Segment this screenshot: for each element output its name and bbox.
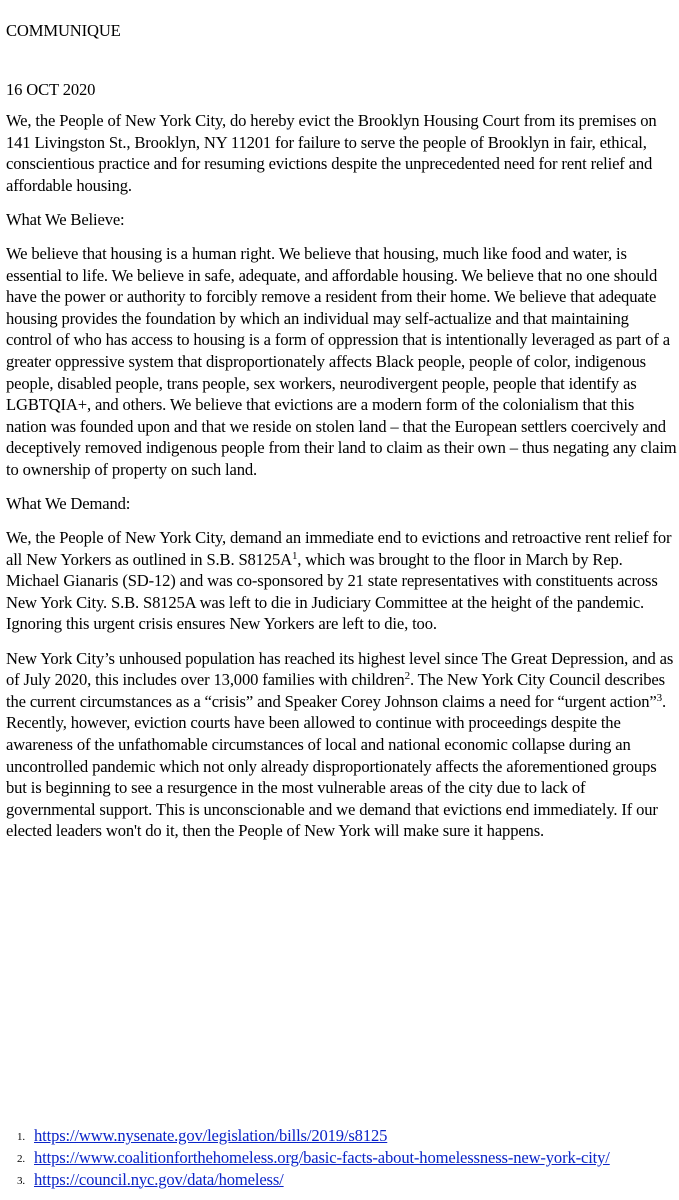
footnote-number: 1. xyxy=(17,1131,25,1143)
demand-p1-text-b: , which was brought to the floor in March by Rep. Michael Gianaris (SD-12) and was co-sponsored by 21 state representatives with constituents across New York City. S.B. S8125A was left to die in Judiciary Committee at the height of the pandemic. Ignoring this urgent crisis ensures New Yorkers are left to die, too. xyxy=(6,549,658,634)
document-title: COMMUNIQUE xyxy=(6,21,121,40)
demand-p1-text-a: We, the People of New York City, demand an immediate end to evictions and retroactive rent relief for all New Yorkers as outlined in S.B. S8125A xyxy=(6,528,672,569)
demand-heading: What We Demand: xyxy=(6,494,131,513)
eviction-statement: We, the People of New York City, do hereby evict the Brooklyn Housing Court from its premises on 141 Livingston St., Brooklyn, NY 11201 for failure to serve the people of Brooklyn in fair, ethical, conscientious practice and for resuming evictions despite the unprecedented need for rent relief and affordable housing. xyxy=(6,111,657,195)
demand-p2-text-b: . The New York City Council describes the current circumstances as a “crisis” and Speaker Corey Johnson claims a need for “urgent action” xyxy=(6,670,665,711)
document-date: 16 OCT 2020 xyxy=(6,80,96,99)
footnote-ref-1: 1 xyxy=(291,549,298,562)
footnote-link-coalition[interactable]: https://www.coalitionforthehomeless.org/basic-facts-about-homelessness-new-york-city/ xyxy=(34,1147,610,1167)
demand-paragraph-2 xyxy=(6,648,678,842)
demand-p2-text-c: . Recently, however, eviction courts have been allowed to continue with proceedings despite the awareness of the unfathomable circumstances of local and national economic collapse during an uncontrolled pandemic which not only already disproportionately affects the aforementioned groups but is beginning to see a resurgence in the most vulnerable areas of the city due to lack of governmental support. This is unconscionable and we demand that evictions end immediately. If our elected leaders won't do it, then the People of New York will make sure it happens. xyxy=(6,691,667,841)
footnote-link-council[interactable]: https://council.nyc.gov/data/homeless/ xyxy=(34,1169,284,1189)
footnote-list xyxy=(0,1125,679,1190)
footnote-item xyxy=(0,1125,679,1147)
footnote-link-nysenate[interactable]: https://www.nysenate.gov/legislation/bills/2019/s8125 xyxy=(34,1126,388,1145)
footnote-number: 3. xyxy=(17,1174,25,1187)
footnote-item xyxy=(0,1147,679,1169)
footnote-ref-2: 2 xyxy=(404,670,410,683)
footnote-number: 2. xyxy=(17,1152,25,1165)
footnote-item xyxy=(0,1169,679,1191)
believe-heading: What We Believe: xyxy=(6,209,125,229)
demand-p2-text-a: New York City’s unhoused population has reached its highest level since The Great Depression, and as of July 2020, this includes over 13,000 families with children xyxy=(6,648,674,690)
believe-paragraph: We believe that housing is a human right. We believe that housing, much like food and water, is essential to life. We believe in safe, adequate, and affordable housing. We believe that no one should have the power or authority to forcibly remove a resident from their home. We believe that adequate housing provides the foundation by which an individual may self-actualize and that maintaining control of who has access to housing is a form of oppression that is intentionally leveraged as part of a greater oppressive system that disproportionately affects Black people, people of color, indigenous people, disabled people, trans people, sex workers, neurodivergent people, people that identify as LGBTQIA+, and others. We believe that evictions are a modern form of the colonialism that this nation was founded upon and that we reside on stolen land – that the European settlers coercively and deceptively removed indigenous people from their land to claim as their own – thus negating any claim to ownership of property on such land. xyxy=(6,243,677,479)
demand-paragraph-1 xyxy=(6,527,678,635)
document-body xyxy=(6,110,678,854)
footnote-ref-3: 3 xyxy=(656,691,663,704)
